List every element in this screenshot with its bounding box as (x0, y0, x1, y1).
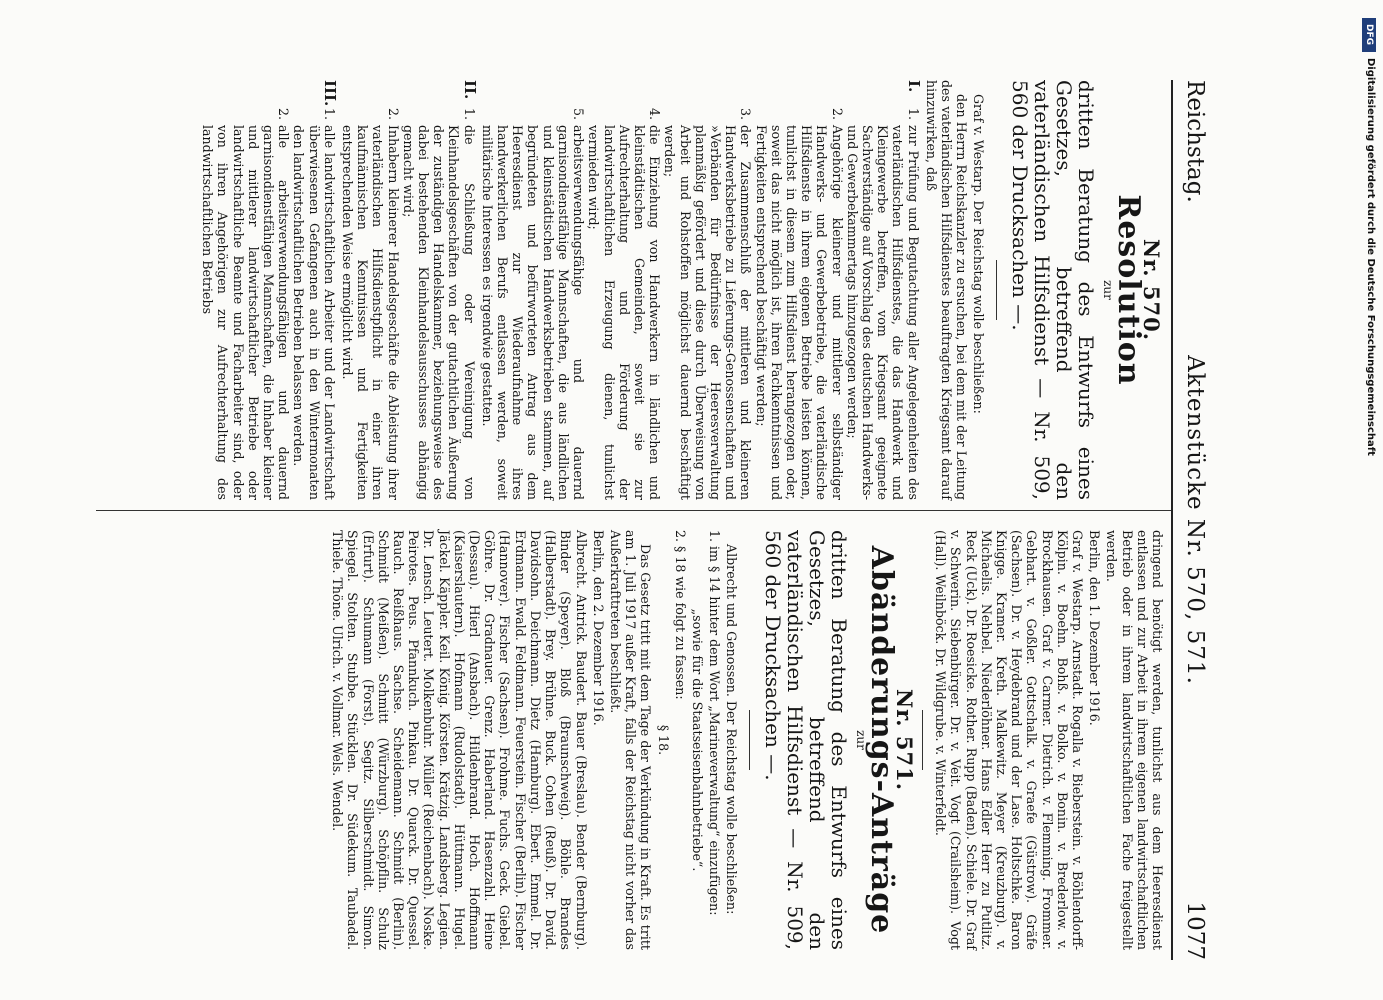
continuation-text: dringend benötigt werden, tunlichst aus dem Heeresdienst entlassen und zur Arbeit in ihrem eigenen landwirtschaftlichen Betrieb oder in ihrem landwirtschaftlichen Fache freigestellt werden. (1104, 530, 1165, 950)
section-III-items (200, 102, 337, 500)
section-III (200, 80, 337, 500)
item-text: Angehörige kleinerer und mittlerer selbständiger Handwerks- und Gewerbebetriebe, die vaterländische Hilfsdienste in ihrem eigenen Betriebe leisten können, tunlichst in diesem zum Hilfsdienst herangezogen oder, soweit das nicht möglich ist, ihren Fachkenntnissen und Fertigkeiten entsprechend beschäftigt werden; (753, 125, 845, 500)
item-text: die Schließung oder Vereinigung von Kleinhandelsgeschäften von der gutachtlichen Äußerung der zuständigen Handelskammer, beziehungsweise des dabei bestehenden Kleinhandelsausschusses abhängig gemacht wird; (400, 125, 477, 500)
zur-label-571: zur (853, 730, 868, 750)
section-I (480, 80, 921, 500)
short-rule (996, 260, 997, 320)
signatories-571: Albrecht. Antrick. Baudert. Bauer (Breslau). Bender (Bernburg). Binder (Speyer). Bloß (Braunschweig). Böhle. Brandes (Halberstadt). Brey. Brühne. Buck. Cohen (Reuß). Dr. David. Davidsohn. Deichmann. Dietz (Hamburg). Ebert. Emmel. Dr. Erdmann. Ewald. Feldmann. Feuerstein. Fischer (Berlin). Fischer (Hannover). Fischer (Sachsen). Frohme. Fuchs. Geck. Giebel. Göhre. Dr. Gradnauer. Grenz. Haberland. Hasenzahl. Heine (Dessau). Hierl (Ansbach). Hildenbrand. Hoch. Hoffmann (Kaiserslautern). Hofmann (Rudolstadt). Hüttmann. Hugel. Jäckel. Käppler. Keil. König. Körsten. Krätzig. Landsberg. Legien. Dr. Lensch. Leutert. Molkenbuhr. Müller (Reichenbach). Noske. Peirotes. Peus. Pfannkuch. Pinkau. Dr. Quarck. Dr. Quessel. Rauch. Reißhaus. Sachse. Scheidemann. Schmidt (Berlin). Schmidt (Meißen). Schmitt (Würzburg). Schöpflin. Schulz (Erfurt). Schumann (Forst). Segitz. Silberschmidt. Simon. Spiegel. Stolten. Stubbe. Stücklen. Dr. Südekum. Taubadel. Thiele. Thöne. Ulrich. v. Vollmar. Wels. Wendel. (330, 530, 589, 950)
credit-text: Digitalisierung gefördert durch die Deutsche Forschungsgemeinschaft (1365, 58, 1376, 456)
list-item (662, 102, 753, 500)
item-text: der Zusammenschluß der mittleren und kleineren Handwerksbetriebe zu Lieferungs-Genossenschaften und »Verbänden für Bedürfnisse der Heeresverwaltung planmäßig gefördert und diese durch Überweisung von Arbeit und Rohstoffen möglichst dauernd beschäftigt werden; (662, 125, 754, 500)
right-column (328, 530, 1165, 950)
section-II (340, 80, 477, 500)
list-item (401, 102, 477, 500)
item-number: 5. (571, 107, 587, 120)
list-item (340, 102, 401, 500)
signatories-570: Graf v. Westarp. Arnstadt. Rogalla v. Bieberstein. v. Böhlendorff-Kölpin. v. Boehn. Bohß. v. Bolko. v. Bonin. v. Brederlow. v. Brockhausen. Graf v. Carmer. Dietrich. v. Flemming. Frommer. Gebhart. v. Goßler. Gottschalk. v. Graefe (Güstrow). Gräfe (Sachsen). Dr. v. Heydebrand und der Lase. Holtschke. Baron Knigge. Kramer. Kreth. Malkewitz. Meyer (Kreuzburg). v. Michaelis. Nehbel. Niederlöhner. Hans Edler Herr zu Putlitz. Reck (Uck). Dr. Roesicke. Rother. Rupp (Baden). Schiele. Dr. Graf v. Schwerin. Siebenbürger. Dr. v. Veit. Vogt (Crailsheim). Vogt (Hall). Weilnböck. Dr. Wildgrube. v. Winterfeldt. (933, 530, 1085, 950)
item-text: arbeitsverwendungsfähige und dauernd garnisondienstfähige Mannschaften, die aus ländlichen und kleinstädtischen Handwerksbetrieben stammen, auf begründeten und befürworteten Antrag aus dem Heeresdienst zur Wiederaufnahme ihres handwerkerlichen Berufs entlassen werden, soweit militärische Interessen es irgendwie gestatten. (479, 125, 587, 500)
header-rule (1171, 80, 1173, 960)
list-item (845, 102, 921, 500)
list-item (753, 102, 844, 500)
section-II-numeral: II. (460, 80, 479, 100)
section-I-numeral: I. (904, 80, 923, 93)
motion-intro: Graf v. Westarp. Der Reichstag wolle beschließen: (971, 94, 987, 414)
list-item (480, 102, 586, 500)
item-number: 2. (276, 107, 292, 120)
short-rule (922, 710, 923, 770)
zur-label: zur (1100, 280, 1115, 300)
item-text: alle arbeitsverwendungsfähigen und dauernd garnisondienstfähigen Mannschaften, die Inhaber kleiner und mittlerer landwirtschaftlicher Betriebe oder landwirtschaftliche Beamte und Facharbeiter sind, oder von ihren Angehörigen zur Aufrechterhaltung des landwirtschaftlichen Betriebs (200, 125, 292, 500)
item-text: Inhabern kleinerer Handelsgeschäfte die Ableistung ihrer vaterländischen Hilfsdienstpflicht in einer ihren kaufmännischen Kenntnissen und Fertigkeiten entsprechenden Weise ermöglicht wird. (340, 125, 401, 500)
item-number: 4. (647, 107, 663, 120)
item-number: 2. (385, 107, 401, 120)
left-column (200, 80, 1165, 500)
item-number: 1. (321, 107, 337, 120)
item-number: 1. (461, 107, 477, 120)
list-item (586, 102, 662, 500)
item-number: 2. (829, 107, 845, 120)
section-I-items (480, 102, 921, 500)
page-header (1175, 80, 1215, 960)
digitization-credit (1362, 18, 1378, 978)
rotated-page-frame (80, 60, 1215, 980)
header-title: Aktenstücke Nr. 570, 571. (1182, 355, 1208, 685)
paragraph-heading: § 18. (655, 724, 671, 756)
date-571: Berlin, den 2. Dezember 1916. (590, 530, 606, 726)
short-rule (749, 710, 750, 770)
section-III-numeral: III. (320, 80, 339, 107)
item-text: alle landwirtschaftlichen Arbeiter und der Landwirtschaft überwiesenen Gefangenen auch in den Wintermonaten den landwirtschaftlichen Betrieben belassen werden. (291, 125, 337, 500)
motion-intro-571: Albrecht und Genossen. Der Reichstag wolle beschließen: (724, 544, 740, 915)
amendment-item-1-quote: „sowie für die Staatseisenbahnbetriebe“. (689, 608, 705, 872)
date-570: Berlin, den 1. Dezember 1916. (1087, 530, 1103, 726)
item-number: 1. (905, 107, 921, 120)
document-title-571: Abänderungs-Anträge (863, 545, 899, 935)
amendment-item-1: 1. im § 14 hinter dem Wort „Marineverwaltung“ einzufügen: (707, 530, 723, 916)
document-title: Resolution (1110, 194, 1146, 386)
item-text: die Einziehung von Handwerkern in ländlichen und kleinstädtischen Gemeinden, soweit sie zur Aufrechterhaltung und Förderung der landwirtschaftlichen Erzeugung dienen, tunlichst vermieden wird; (586, 125, 663, 500)
motion-text: den Herrn Reichskanzler zu ersuchen, bei dem mit der Leitung des vaterländischen Hilfsdienstes beauftragten Kriegsamt darauf hinzuwirken, daß (923, 80, 970, 500)
document-number: Nr. 570. (1139, 238, 1164, 342)
document-subject: dritten Beratung des Entwurfs eines Gesetzes, betreffend den vaterländischen Hilfsdienst — Nr. 509, 560 der Drucksachen —. (1008, 80, 1099, 500)
section-II-items (340, 102, 477, 500)
list-item (291, 102, 337, 500)
item-number: 3. (738, 107, 754, 120)
item-text: zur Prüfung und Begutachtung aller Angelegenheiten des vaterländischen Hilfsdienstes, die das Handwerk und Kleingewerbe betreffen, vom Kriegsamt geeignete Sachverständige auf Vorschlag des deutschen Handwerks- und Gewerbekammertags hinzugezogen werden; (844, 125, 921, 500)
paragraph-text: Das Gesetz tritt mit dem Tage der Verkündung in Kraft. Es tritt am 1. Juli 1917 außer Kraft, falls der Reichstag nicht vorher das Außerkrafttreten beschließt. (607, 530, 654, 950)
document-number-571: Nr. 571. (891, 688, 917, 792)
list-item (200, 102, 291, 500)
dfg-logo: DFG (1362, 18, 1376, 52)
page-number: 1077 (1182, 901, 1208, 960)
amendment-item-2: 2. § 18 wie folgt zu fassen: (672, 530, 688, 700)
column-divider (96, 510, 1171, 511)
document-subject-571: dritten Beratung des Entwurfs eines Gesetzes, betreffend den vaterländischen Hilfsdienst — Nr. 509, 560 der Drucksachen —. (761, 530, 852, 950)
header-left: Reichstag. (1182, 80, 1208, 203)
